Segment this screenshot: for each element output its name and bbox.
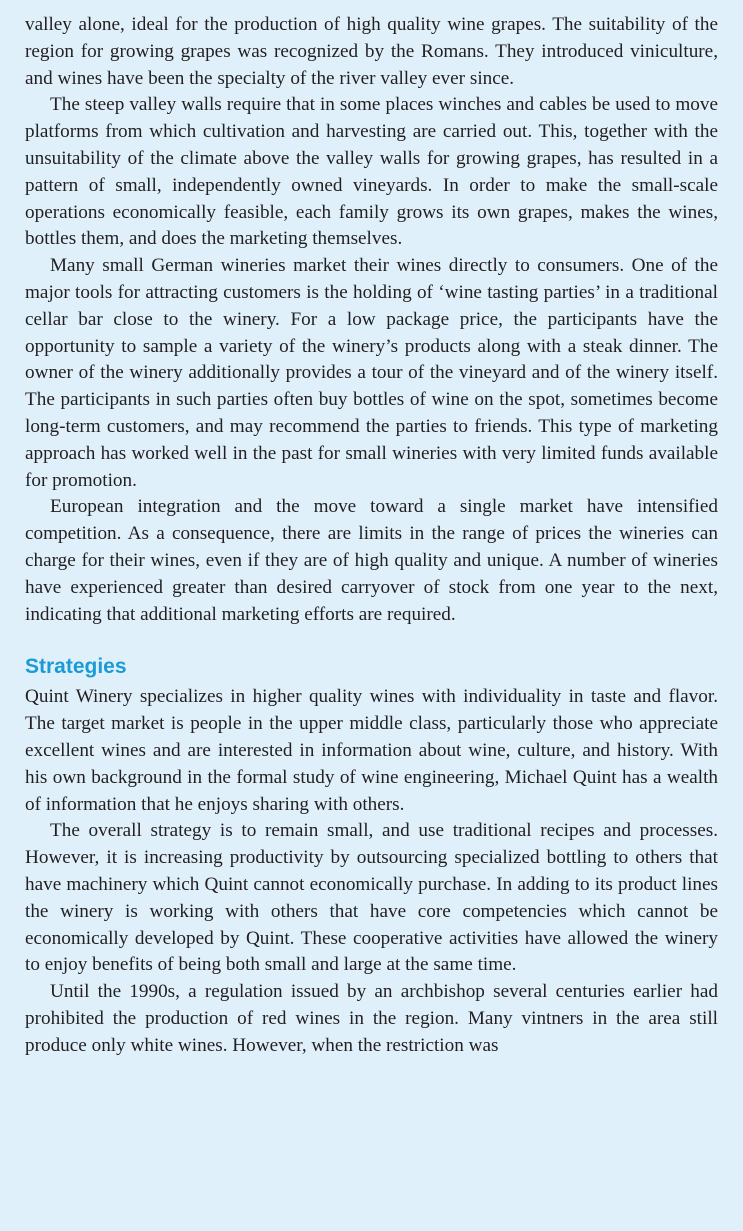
paragraph: European integration and the move toward a single market have intensified competition. As a consequence, there are limits in the range of prices the wineries can charge for their wines, even if they are of high quality and unique. A number of wineries have experienced greater than desired carryover of stock from one year to the next, indicating that additional marketing efforts are required. bbox=[25, 496, 718, 625]
paragraph: Quint Winery specializes in higher quality wines with individuality in taste and flavor. The target market is people in the upper middle class, particularly those who appreciate excellent wines and are interested in information about wine, culture, and history. With his own background in the formal study of wine engineering, Michael Quint has a wealth of information that he enjoys sharing with others. bbox=[25, 686, 718, 815]
body-text-section-1 bbox=[25, 12, 718, 628]
paragraph: Many small German wineries market their wines directly to consumers. One of the major tools for attracting customers is the holding of ‘wine tasting parties’ in a traditional cellar bar close to the winery. For a low package price, the participants have the opportunity to sample a variety of the winery’s products along with a steak dinner. The owner of the winery additionally provides a tour of the vineyard and of the winery itself. The participants in such parties often buy bottles of wine on the spot, sometimes become long-term customers, and may recommend the parties to friends. This type of marketing approach has worked well in the past for small wineries with very limited funds available for promotion. bbox=[25, 255, 718, 491]
paragraph: The steep valley walls require that in some places winches and cables be used to move platforms from which cultivation and harvesting are carried out. This, together with the unsuitability of the climate above the valley walls for growing grapes, has resulted in a pattern of small, independently owned vineyards. In order to make the small-scale operations economically feasible, each family grows its own grapes, makes the wines, bottles them, and does the marketing themselves. bbox=[25, 94, 718, 250]
paragraph: valley alone, ideal for the production of high quality wine grapes. The suitability of the region for growing grapes was recognized by the Romans. They introduced viniculture, and wines have been the specialty of the river valley ever since. bbox=[25, 14, 718, 89]
paragraph: Until the 1990s, a regulation issued by an archbishop several centuries earlier had prohibited the production of red wines in the region. Many vintners in the area still produce only white wines. However, when the restriction was bbox=[25, 981, 718, 1056]
section-heading: Strategies bbox=[25, 655, 127, 679]
body-text-section-2 bbox=[25, 684, 718, 1059]
paragraph: The overall strategy is to remain small, and use traditional recipes and processes. However, it is increasing productivity by outsourcing specialized bottling to others that have machinery which Quint cannot economically purchase. In adding to its product lines the winery is working with others that have core competencies which cannot be economically developed by Quint. These cooperative activities have allowed the winery to enjoy benefits of being both small and large at the same time. bbox=[25, 820, 718, 976]
